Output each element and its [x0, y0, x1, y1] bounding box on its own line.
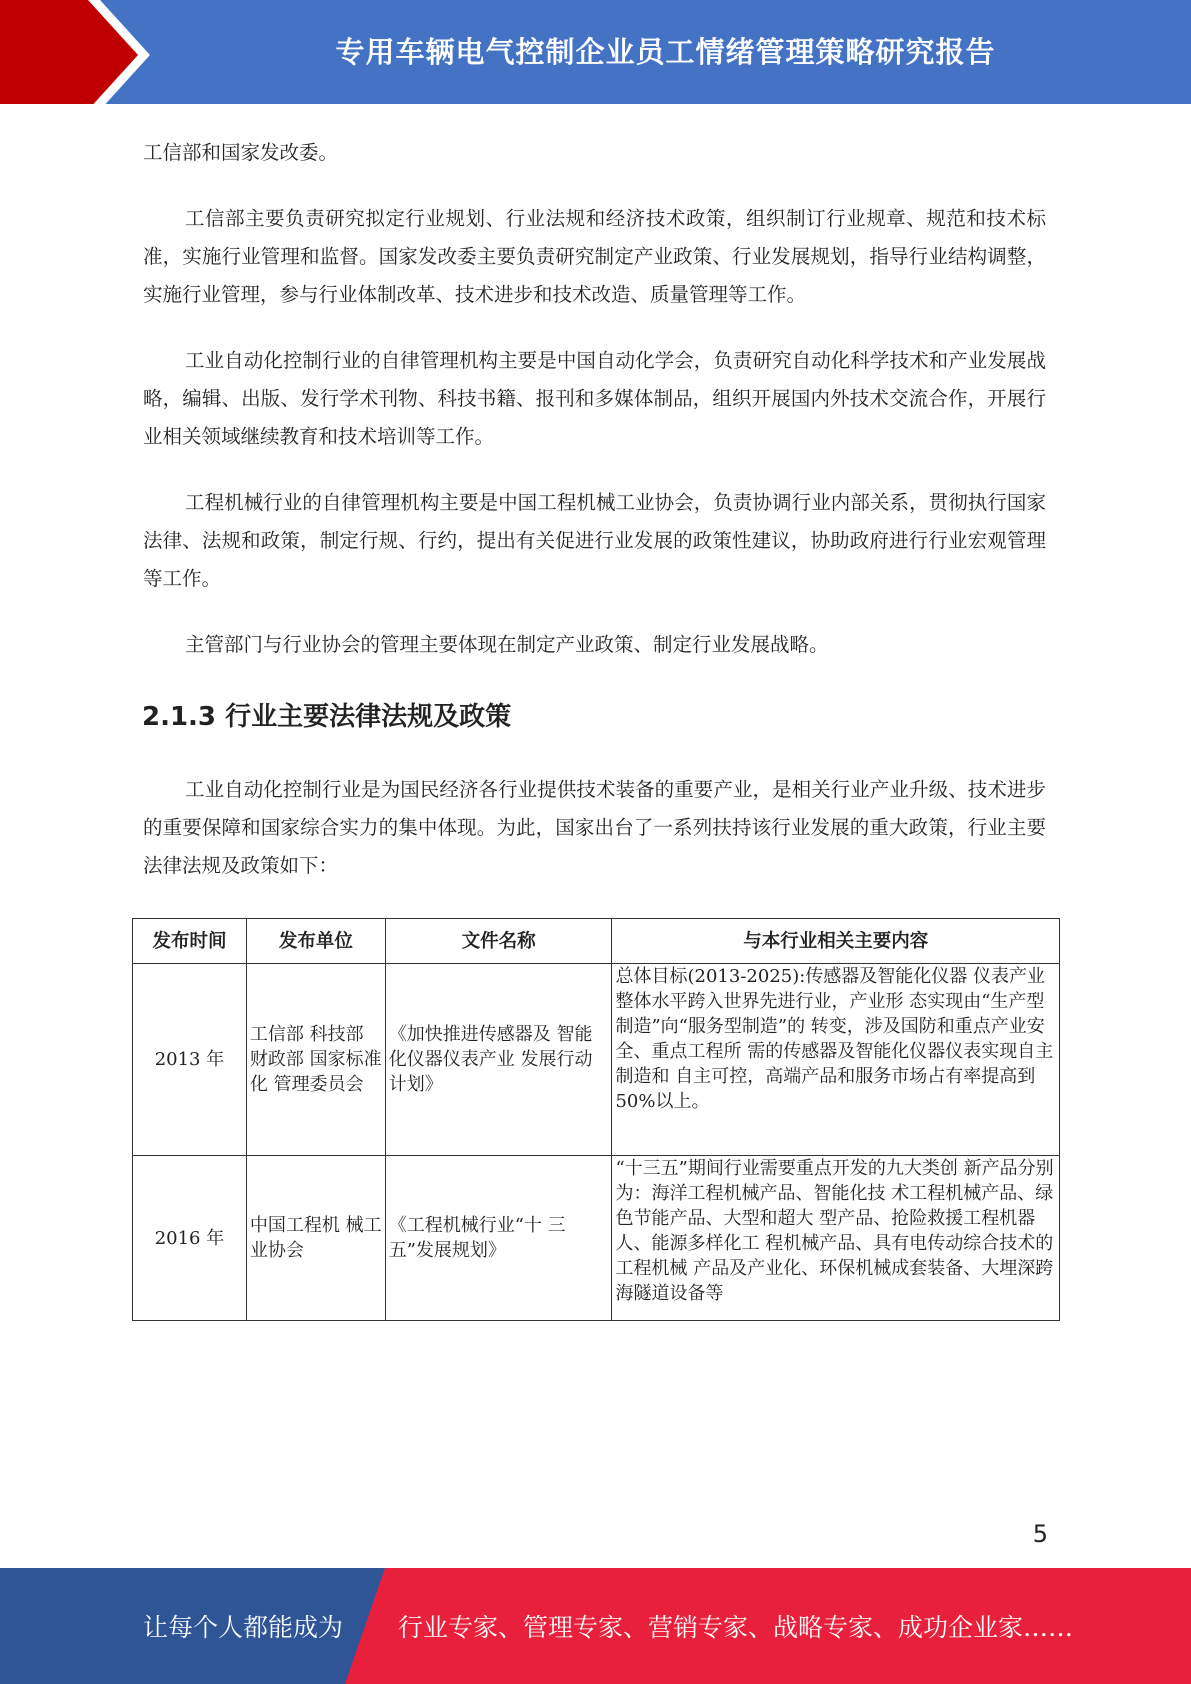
paragraph: 工信部和国家发改委。	[143, 141, 339, 164]
paragraph: 主管部门与行业协会的管理主要体现在制定产业政策、制定行业发展战略。	[185, 633, 829, 656]
header-title: 专用车辆电气控制企业员工情绪管理策略研究报告	[335, 34, 996, 69]
paragraph: 工业自动化控制行业的自律管理机构主要是中国自动化学会，负责研究自动化科学技术和产业发展战略，编辑、出版、发行学术刊物、科技书籍、报刊和多媒体制品，组织开展国内外技术交流合作，开展行业相关领域继续教育和技术培训等工作。	[143, 349, 1046, 448]
cell-unit: 中国工程机 械工业协会	[246, 1156, 385, 1321]
column-header: 发布时间	[133, 919, 247, 964]
page-footer	[0, 1568, 1191, 1684]
footer-slogan-right: 行业专家、管理专家、营销专家、战略专家、成功企业家……	[398, 1613, 1074, 1642]
section-intro: 工业自动化控制行业是为国民经济各行业提供技术装备的重要产业，是相关行业产业升级、技术进步的重要保障和国家综合实力的集中体现。为此，国家出台了一系列扶持该行业发展的重大政策，行业主要法律法规及政策如下：	[143, 778, 1046, 877]
cell-document: 《加快推进传感器及 智能化仪器仪表产业 发展行动计划》	[385, 964, 612, 1156]
footer-slogan-left: 让每个人都能成为	[143, 1613, 344, 1642]
cell-year: 2013 年	[133, 964, 247, 1156]
cell-year: 2016 年	[133, 1156, 247, 1321]
column-header: 发布单位	[246, 919, 385, 964]
column-header: 与本行业相关主要内容	[612, 919, 1060, 964]
cell-document: 《工程机械行业“十 三五”发展规划》	[385, 1156, 612, 1321]
paragraph: 工程机械行业的自律管理机构主要是中国工程机械工业协会，负责协调行业内部关系，贯彻执行国家法律、法规和政策，制定行规、行约，提出有关促进行业发展的政策性建议，协助政府进行行业宏观管理等工作。	[143, 491, 1046, 590]
cell-unit: 工信部 科技部 财政部 国家标准化 管理委员会	[246, 964, 385, 1156]
cell-content: 总体目标(2013-2025):传感器及智能化仪器 仪表产业整体水平跨入世界先进行业，产业形 态实现由“生产型制造”向“服务型制造”的 转变，涉及国防和重点产业安全、重点工程所 需的传感器及智能化仪器仪表实现自主制造和 自主可控，高端产品和服务市场占有率提高到 50%以上。	[612, 964, 1060, 1156]
table-row	[133, 964, 1060, 1156]
policy-table	[132, 918, 1060, 1321]
table-header-row	[133, 919, 1060, 964]
table-row	[133, 1156, 1060, 1321]
section-heading: 2.1.3 行业主要法律法规及政策	[142, 702, 512, 732]
page-header	[0, 0, 1191, 110]
paragraph: 工信部主要负责研究拟定行业规划、行业法规和经济技术政策，组织制订行业规章、规范和技术标准，实施行业管理和监督。国家发改委主要负责研究制定产业政策、行业发展规划，指导行业结构调整，实施行业管理，参与行业体制改革、技术进步和技术改造、质量管理等工作。	[143, 207, 1046, 306]
cell-content: “十三五”期间行业需要重点开发的九大类创 新产品分别为：海洋工程机械产品、智能化技 术工程机械产品、绿色节能产品、大型和超大 型产品、抢险救援工程机器人、能源多样化工 程机械产品、具有电传动综合技术的工程机械 产品及产业化、环保机械成套装备、大埋深跨海隧道设备等	[612, 1156, 1060, 1321]
page-number: 5	[1032, 1520, 1048, 1548]
main-content	[143, 134, 1046, 885]
column-header: 文件名称	[385, 919, 612, 964]
